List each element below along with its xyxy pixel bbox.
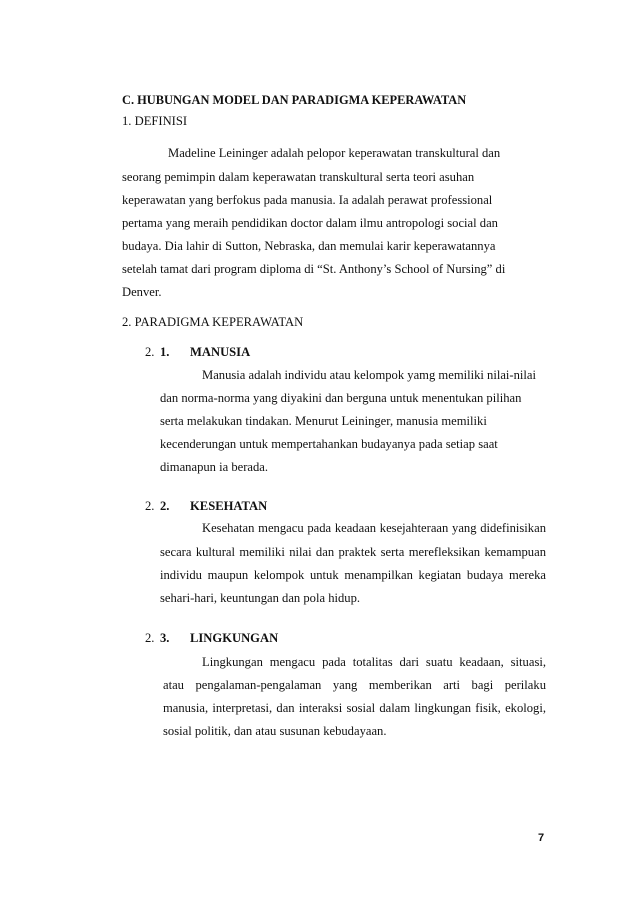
definisi-line: pertama yang meraih pendidikan doctor dalam ilmu antropologi social dan: [122, 216, 498, 230]
definisi-heading: 1. DEFINISI: [122, 114, 188, 128]
subsection-title: MANUSIA: [190, 345, 251, 359]
paragraph-line: Lingkungan mengacu pada totalitas dari suatu keadaan, situasi,: [202, 655, 546, 669]
paradigma-heading: 2. PARADIGMA KEPERAWATAN: [122, 315, 304, 329]
definisi-line: Madeline Leininger adalah pelopor keperawatan transkultural dan: [168, 146, 501, 160]
paragraph-line: sehari-hari, keuntungan dan pola hidup.: [160, 591, 361, 605]
definisi-line: keperawatan yang berfokus pada manusia. Ia adalah perawat professional: [122, 193, 493, 207]
definisi-line: Denver.: [122, 285, 162, 299]
subsection-number: 2.: [160, 499, 170, 513]
subsection-number-prefix: 2.: [145, 499, 155, 513]
subsection-title: KESEHATAN: [190, 499, 268, 513]
section-title: C. HUBUNGAN MODEL DAN PARADIGMA KEPERAWATAN: [122, 93, 467, 107]
subsection-number: 3.: [160, 631, 170, 645]
paragraph-line: dimanapun ia berada.: [160, 460, 269, 474]
paragraph-line: atau pengalaman-pengalaman yang memberikan arti bagi perilaku: [163, 678, 546, 692]
subsection-number: 1.: [160, 345, 170, 359]
paragraph-line: manusia, interpretasi, dan interaksi sosial dalam lingkungan fisik, ekologi,: [163, 701, 546, 715]
paragraph-line: individu maupun kelompok untuk menampilkan kegiatan budaya mereka: [160, 568, 546, 582]
paragraph-line: Manusia adalah individu atau kelompok yamg memiliki nilai-nilai: [202, 368, 537, 382]
page-number: 7: [538, 832, 545, 844]
paragraph-line: kecenderungan untuk mempertahankan budayanya pada setiap saat: [160, 437, 498, 451]
paragraph-line: secara kultural memiliki nilai dan praktek serta merefleksikan kemampuan: [160, 545, 546, 559]
paragraph-line: sosial politik, dan atau susunan kebudayaan.: [163, 724, 387, 738]
definisi-line: setelah tamat dari program diploma di “St. Anthony’s School of Nursing” di: [122, 262, 506, 276]
subsection-number-prefix: 2.: [145, 631, 155, 645]
definisi-line: seorang pemimpin dalam keperawatan transkultural serta teori asuhan: [122, 170, 475, 184]
definisi-line: budaya. Dia lahir di Sutton, Nebraska, dan memulai karir keperawatannya: [122, 239, 496, 253]
subsection-number-prefix: 2.: [145, 345, 155, 359]
subsection-title: LINGKUNGAN: [190, 631, 279, 645]
paragraph-line: serta melakukan tindakan. Menurut Leininger, manusia memiliki: [160, 414, 487, 428]
paragraph-line: dan norma-norma yang diyakini dan berguna untuk menentukan pilihan: [160, 391, 522, 405]
paragraph-line: Kesehatan mengacu pada keadaan kesejahteraan yang didefinisikan: [202, 521, 546, 535]
